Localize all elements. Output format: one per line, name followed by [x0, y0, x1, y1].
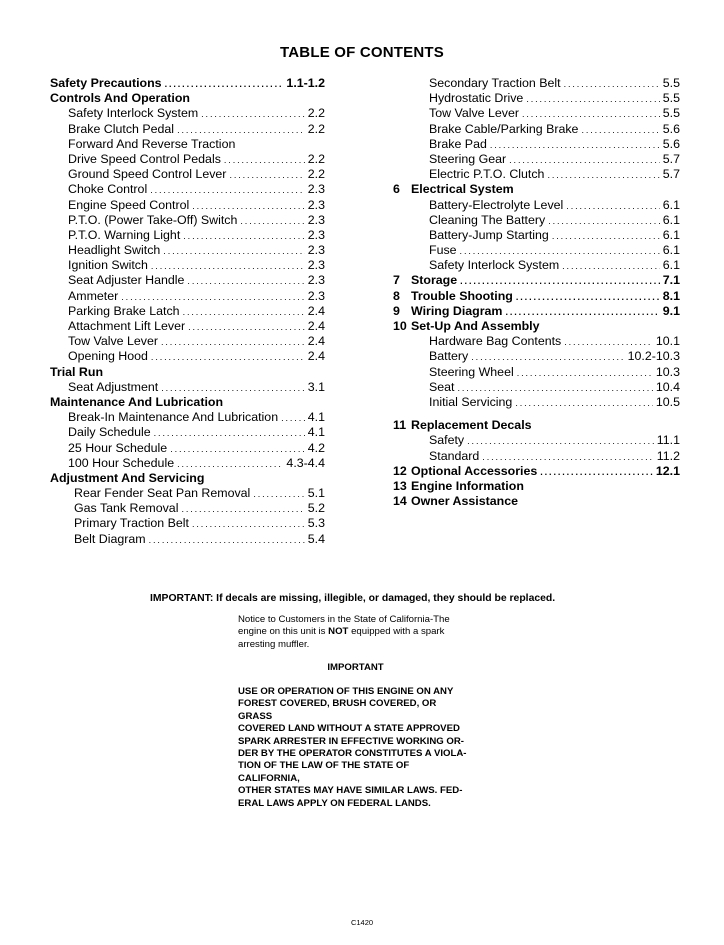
toc-entry — [50, 349, 325, 364]
toc-page-number: 10.2-10.3 — [627, 349, 680, 364]
toc-page-number: 10.3 — [655, 364, 680, 379]
dot-leader — [181, 501, 304, 516]
toc-entry-label: Battery-Jump Starting — [429, 227, 549, 242]
dot-leader — [471, 349, 624, 364]
toc-entry — [50, 319, 325, 334]
toc-entry — [50, 152, 325, 167]
dot-leader — [150, 182, 305, 197]
toc-entry — [50, 198, 325, 213]
toc-entry-label: Trial Run — [50, 364, 104, 379]
toc-page-number: 2.3 — [307, 182, 325, 197]
toc-entry-label: Engine Speed Control — [68, 197, 190, 212]
toc-section-heading — [393, 289, 680, 304]
toc-page-number: 2.3 — [307, 212, 325, 227]
dot-leader — [224, 152, 305, 167]
toc-entry-label: Secondary Traction Belt — [429, 76, 561, 90]
decal-important-notice: IMPORTANT: If decals are missing, illegible, or damaged, they should be replaced. — [150, 593, 556, 604]
toc-page-number: 3.1 — [307, 379, 325, 394]
dot-leader — [467, 433, 654, 448]
dot-leader — [516, 289, 660, 304]
toc-section-heading — [50, 365, 325, 380]
dot-leader — [460, 273, 660, 288]
toc-section-heading — [393, 479, 680, 494]
toc-page-number: 2.3 — [307, 197, 325, 212]
toc-entry-label: Choke Control — [68, 182, 148, 197]
toc-entry-label: Battery-Electrolyte Level — [429, 197, 564, 212]
toc-page-number: 4.1 — [307, 425, 325, 440]
california-notice-not: NOT — [328, 626, 349, 638]
dot-leader — [458, 380, 653, 395]
toc-entry — [50, 289, 325, 304]
toc-entry-label: Drive Speed Control Pedals — [68, 151, 221, 166]
toc-section-number: 14 — [393, 494, 407, 509]
toc-entry-label: Set-Up And Assembly — [411, 319, 540, 333]
toc-section-heading — [393, 273, 680, 288]
toc-entry-label: Replacement Decals — [411, 418, 532, 433]
dot-leader — [187, 273, 304, 288]
toc-entry-label: Break-In Maintenance And Lubrication — [68, 410, 279, 425]
dot-leader — [151, 349, 305, 364]
dot-leader — [547, 167, 659, 182]
dot-leader — [482, 449, 654, 464]
toc-entry — [393, 91, 680, 106]
dot-leader — [548, 213, 660, 228]
dot-leader — [192, 516, 305, 531]
toc-page-number: 6.1 — [662, 212, 680, 227]
toc-entry — [393, 449, 680, 464]
toc-page-number: 2.4 — [307, 319, 325, 333]
toc-entry-label: Fuse — [429, 243, 457, 258]
toc-entry — [50, 106, 325, 121]
toc-page-number: 4.3-4.4 — [286, 455, 325, 470]
toc-page-number: 2.3 — [307, 243, 325, 258]
toc-page-number: 10.4 — [655, 379, 680, 394]
toc-entry-label: Brake Clutch Pedal — [68, 121, 175, 136]
toc-entry-label: Maintenance And Lubrication — [50, 394, 224, 409]
dot-leader — [460, 243, 660, 258]
toc-entry-label: Safety Precautions — [50, 76, 162, 90]
toc-section-heading — [393, 494, 680, 509]
toc-entry — [393, 213, 680, 228]
toc-entry — [393, 258, 680, 273]
dot-leader — [161, 334, 305, 349]
toc-entry-label: Tow Valve Lever — [68, 334, 158, 349]
toc-page-number: 2.3 — [307, 273, 325, 288]
toc-entry-label: Brake Cable/Parking Brake — [429, 121, 579, 136]
toc-page-number: 4.1 — [307, 410, 325, 425]
toc-section-heading — [50, 91, 325, 106]
toc-entry-label: Controls And Operation — [50, 91, 190, 106]
toc-page-number: 6.1 — [662, 197, 680, 212]
toc-entry — [393, 395, 680, 410]
toc-section-heading — [50, 395, 325, 410]
toc-entry-label: Belt Diagram — [74, 531, 146, 546]
toc-section-number: 6 — [393, 182, 400, 197]
toc-page-number: 9.1 — [662, 303, 680, 318]
toc-entry-label: Ground Speed Control Lever — [68, 167, 227, 182]
toc-entry-label: Safety Interlock System — [68, 106, 199, 121]
toc-entry-label: Seat — [429, 379, 455, 394]
dot-leader — [154, 425, 305, 440]
toc-entry-label: Rear Fender Seat Pan Removal — [74, 486, 251, 501]
toc-entry — [393, 380, 680, 395]
dot-leader — [151, 258, 305, 273]
dot-leader — [526, 91, 659, 106]
dot-leader — [165, 76, 284, 91]
toc-page-number: 7.1 — [662, 273, 680, 288]
dot-leader — [517, 365, 653, 380]
dot-leader — [540, 464, 653, 479]
dot-leader — [581, 122, 659, 137]
toc-entry — [50, 122, 325, 137]
toc-entry-label: Standard — [429, 448, 480, 463]
dot-leader — [240, 213, 304, 228]
toc-page-number: 2.4 — [307, 334, 325, 349]
toc-entry — [50, 334, 325, 349]
dot-leader — [515, 395, 653, 410]
toc-entry — [50, 243, 325, 258]
toc-section-heading — [393, 182, 680, 197]
toc-page-number: 5.1 — [307, 486, 325, 501]
toc-entry-label: Seat Adjustment — [68, 379, 159, 394]
toc-section-heading — [50, 76, 325, 91]
toc-entry-label: Opening Hood — [68, 349, 148, 364]
toc-entry — [393, 167, 680, 182]
toc-entry — [393, 228, 680, 243]
toc-page-number: 5.7 — [662, 167, 680, 182]
toc-entry-label: Hardware Bag Contents — [429, 334, 562, 349]
toc-page-number: 2.2 — [307, 106, 325, 121]
toc-entry-label: Owner Assistance — [411, 494, 518, 509]
toc-page-number: 1.1-1.2 — [286, 76, 325, 90]
toc-entry-label: Brake Pad — [429, 136, 487, 151]
toc-entry — [50, 137, 325, 152]
toc-entry-label: Wiring Diagram — [411, 303, 503, 318]
toc-entry-label: P.T.O. (Power Take-Off) Switch — [68, 212, 238, 227]
dot-leader — [177, 122, 305, 137]
toc-entry-label: Tow Valve Lever — [429, 106, 519, 121]
toc-section-number: 12 — [393, 463, 407, 478]
california-notice-text-end: equipped with a spark arresting muffler. — [238, 626, 445, 650]
toc-entry-label: P.T.O. Warning Light — [68, 227, 181, 242]
toc-entry — [50, 228, 325, 243]
toc-section-number: 11 — [393, 418, 407, 433]
toc-page-number: 8.1 — [662, 288, 680, 303]
toc-entry-label: Gas Tank Removal — [74, 501, 179, 516]
toc-page-number: 12.1 — [655, 463, 680, 478]
dot-leader — [505, 304, 659, 319]
toc-entry — [50, 425, 325, 440]
toc-entry-label: Hydrostatic Drive — [429, 91, 524, 106]
toc-entry-label: Optional Accessories — [411, 463, 538, 478]
toc-page-number: 2.3 — [307, 227, 325, 242]
toc-entry — [50, 516, 325, 531]
dot-leader — [177, 456, 283, 471]
dot-leader — [564, 76, 660, 91]
toc-entry — [50, 456, 325, 471]
toc-page-number: 5.4 — [307, 531, 325, 546]
toc-entry-label: Battery — [429, 349, 469, 364]
toc-entry — [50, 273, 325, 288]
toc-page-number: 6.1 — [662, 258, 680, 273]
toc-left-column — [50, 76, 325, 547]
toc-page-number: 2.2 — [307, 121, 325, 136]
dot-leader — [566, 198, 659, 213]
toc-entry-label: Initial Servicing — [429, 394, 513, 409]
toc-entry-label: 100 Hour Schedule — [68, 455, 175, 470]
toc-entry-label: Primary Traction Belt — [74, 516, 189, 531]
toc-entry-label: Forward And Reverse Traction — [68, 136, 236, 151]
toc-entry-label: Trouble Shooting — [411, 288, 513, 303]
toc-entry — [393, 349, 680, 364]
toc-entry-label: Ammeter — [68, 288, 119, 303]
toc-page-number: 11.1 — [656, 433, 680, 448]
dot-leader — [192, 198, 305, 213]
toc-entry-label: Storage — [411, 273, 458, 288]
toc-section-heading — [393, 304, 680, 319]
toc-right-column — [393, 76, 680, 509]
toc-entry — [50, 410, 325, 425]
toc-entry — [393, 334, 680, 349]
california-notice-text: Notice to Customers in the State of California-The engine on this unit is — [238, 614, 450, 638]
toc-entry-label: Electric P.T.O. Clutch — [429, 167, 545, 182]
toc-page-number: 5.5 — [662, 76, 680, 90]
toc-section-number: 13 — [393, 478, 407, 493]
dot-leader — [161, 380, 305, 395]
toc-entry — [50, 486, 325, 501]
toc-page-number: 5.7 — [662, 151, 680, 166]
dot-leader — [562, 258, 660, 273]
important-heading: IMPORTANT — [327, 662, 384, 673]
spark-arrester-warning: USE OR OPERATION OF THIS ENGINE ON ANY FOREST COVERED, BRUSH COVERED, OR GRASS COVERED LAND WITHOUT A STATE APPROVED SPARK ARRESTER IN EFFECTIVE WORKING OR- DER BY THE OPERATOR CONSTITUTES A VIOLA- TION OF THE LAW OF THE STATE OF CALIFORNIA, OTHER STATES MAY HAVE SIMILAR LAWS. FED- ERAL LAWS APPLY ON FEDERAL LANDS. — [238, 686, 467, 809]
toc-entry-label: Engine Information — [411, 478, 524, 493]
toc-page-number: 6.1 — [662, 243, 680, 258]
toc-entry — [50, 167, 325, 182]
toc-entry — [50, 258, 325, 273]
dot-leader — [552, 228, 660, 243]
dot-leader — [149, 532, 305, 547]
toc-entry — [393, 122, 680, 137]
toc-entry — [50, 501, 325, 516]
toc-section-heading — [393, 319, 680, 334]
toc-entry-label: Steering Gear — [429, 151, 507, 166]
toc-section-number: 9 — [393, 303, 400, 318]
toc-entry — [393, 198, 680, 213]
toc-page-number: 5.3 — [307, 516, 325, 531]
toc-page-number: 10.1 — [655, 334, 680, 349]
dot-leader — [509, 152, 660, 167]
dot-leader — [490, 137, 660, 152]
toc-entry — [393, 76, 680, 91]
toc-section-heading — [393, 464, 680, 479]
toc-page-number: 2.2 — [307, 167, 325, 182]
toc-entry — [393, 106, 680, 121]
toc-entry-label: Adjustment And Servicing — [50, 470, 205, 485]
dot-leader — [522, 106, 660, 121]
toc-entry — [393, 137, 680, 152]
toc-entry — [393, 152, 680, 167]
toc-section-number: 10 — [393, 319, 407, 333]
toc-entry-label: Ignition Switch — [68, 258, 148, 273]
toc-entry-label: Steering Wheel — [429, 364, 514, 379]
dot-leader — [281, 410, 305, 425]
toc-page-number: 5.6 — [662, 121, 680, 136]
dot-leader — [229, 167, 304, 182]
toc-page-number: 2.3 — [307, 288, 325, 303]
toc-entry — [393, 365, 680, 380]
toc-entry-label: Seat Adjuster Handle — [68, 273, 185, 288]
toc-page-number: 2.2 — [307, 151, 325, 166]
toc-entry-label: Electrical System — [411, 182, 514, 197]
toc-section-number: 7 — [393, 273, 400, 288]
dot-leader — [183, 304, 305, 319]
dot-leader — [121, 289, 305, 304]
toc-section-number: 8 — [393, 288, 400, 303]
dot-leader — [188, 319, 305, 334]
toc-entry-label: Attachment Lift Lever — [68, 319, 186, 333]
page-code: C1420 — [350, 918, 374, 927]
toc-entry — [50, 213, 325, 228]
toc-entry — [50, 441, 325, 456]
toc-entry-label: Parking Brake Latch — [68, 303, 180, 318]
page-title: TABLE OF CONTENTS — [280, 44, 444, 61]
dot-leader — [564, 334, 653, 349]
toc-page-number: 5.2 — [307, 501, 325, 516]
toc-entry-label: 25 Hour Schedule — [68, 440, 168, 455]
toc-entry-label: Headlight Switch — [68, 243, 161, 258]
dot-leader — [201, 106, 305, 121]
toc-entry-label: Safety — [429, 433, 465, 448]
toc-page-number: 5.5 — [662, 91, 680, 106]
toc-entry — [50, 380, 325, 395]
toc-page-number: 5.6 — [662, 136, 680, 151]
dot-leader — [163, 243, 304, 258]
toc-section-heading — [393, 418, 680, 433]
toc-page-number: 10.5 — [655, 394, 680, 409]
toc-page-number: 11.2 — [656, 448, 680, 463]
section-spacer — [393, 410, 680, 418]
toc-entry-label: Cleaning The Battery — [429, 212, 546, 227]
dot-leader — [170, 441, 305, 456]
toc-entry — [393, 433, 680, 448]
toc-page-number: 4.2 — [307, 440, 325, 455]
toc-entry — [50, 532, 325, 547]
california-notice — [238, 614, 473, 651]
toc-entry — [50, 304, 325, 319]
toc-page-number: 2.4 — [307, 303, 325, 318]
toc-page-number: 2.4 — [307, 349, 325, 364]
dot-leader — [253, 486, 304, 501]
toc-entry-label: Daily Schedule — [68, 425, 151, 440]
toc-section-heading — [50, 471, 325, 486]
toc-entry-label: Safety Interlock System — [429, 258, 560, 273]
toc-page-number: 6.1 — [662, 227, 680, 242]
toc-page-number: 5.5 — [662, 106, 680, 121]
dot-leader — [183, 228, 305, 243]
toc-entry — [393, 243, 680, 258]
toc-page-number: 2.3 — [307, 258, 325, 273]
toc-entry — [50, 182, 325, 197]
